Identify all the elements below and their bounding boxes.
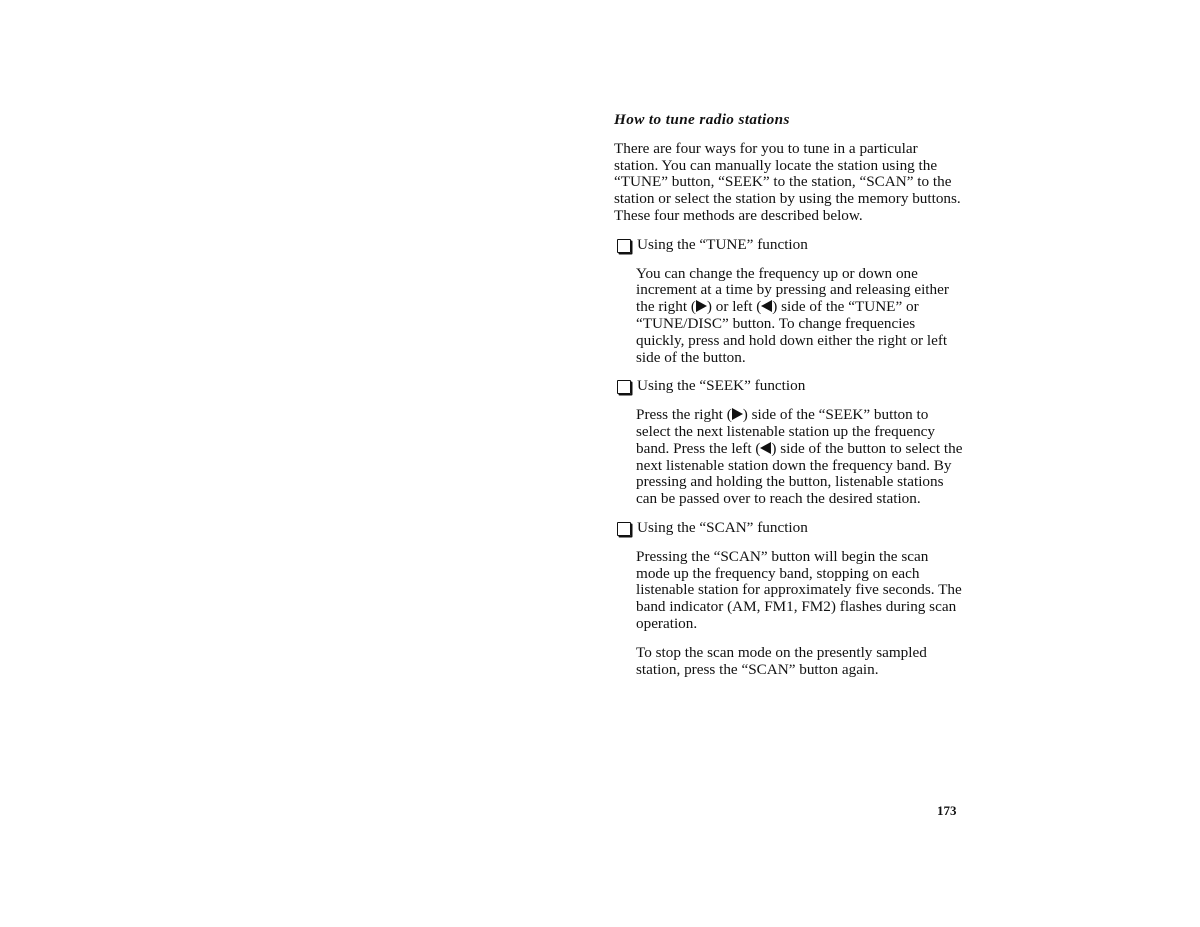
intro-paragraph: There are four ways for you to tune in a particular station. You can manually locate the station using the “TUNE” button, “SEEK” to the station, “SCAN” to the station or select the station by using the memory buttons. These four methods are described below. xyxy=(614,139,961,224)
left-arrow-icon xyxy=(761,300,772,312)
checkbox-bullet-icon xyxy=(617,239,631,253)
seek-text-a: Press the right ( xyxy=(636,406,732,424)
tune-text-c: ) side of the “TUNE” or “TUNE/DISC” button. To change frequencies quickly, press and hold down either the right or left side of the button. xyxy=(636,298,948,366)
checkbox-bullet-icon xyxy=(617,380,631,394)
scan-stop-description: To stop the scan mode on the presently sampled station, press the “SCAN” button again. xyxy=(636,643,927,678)
seek-text-b: ) side of the “SEEK” button to select the next listenable station up the frequency band. Press the left ( xyxy=(636,406,936,457)
section-heading: How to tune radio stations xyxy=(614,111,790,128)
tune-text-b: ) or left ( xyxy=(706,298,762,316)
tune-text-a: You can change the frequency up or down one increment at a time by pressing and releasing either the right ( xyxy=(636,264,949,316)
scan-description: Pressing the “SCAN” button will begin the scan mode up the frequency band, stopping on each listenable station for approximately five seconds. The band indicator (AM, FM1, FM2) flashes during scan operation. xyxy=(636,547,962,632)
text-column xyxy=(614,112,964,690)
right-arrow-icon xyxy=(696,300,707,312)
bullet-tune xyxy=(614,237,964,254)
bullet-scan xyxy=(614,520,964,537)
bullet-seek xyxy=(614,378,964,395)
checkbox-bullet-icon xyxy=(617,522,631,536)
seek-text-c: ) side of the button to select the next listenable station down the frequency band. By pressing and holding the button, listenable stations can be passed over to reach the desired station. xyxy=(636,439,963,508)
left-arrow-icon xyxy=(760,442,771,454)
bullet-scan-title: Using the “SCAN” function xyxy=(637,518,808,536)
bullet-seek-title: Using the “SEEK” function xyxy=(637,377,806,395)
seek-description xyxy=(636,407,964,508)
right-arrow-icon xyxy=(732,408,743,420)
page-number: 173 xyxy=(937,803,957,818)
tune-description xyxy=(636,266,964,367)
bullet-tune-title: Using the “TUNE” function xyxy=(637,235,808,253)
